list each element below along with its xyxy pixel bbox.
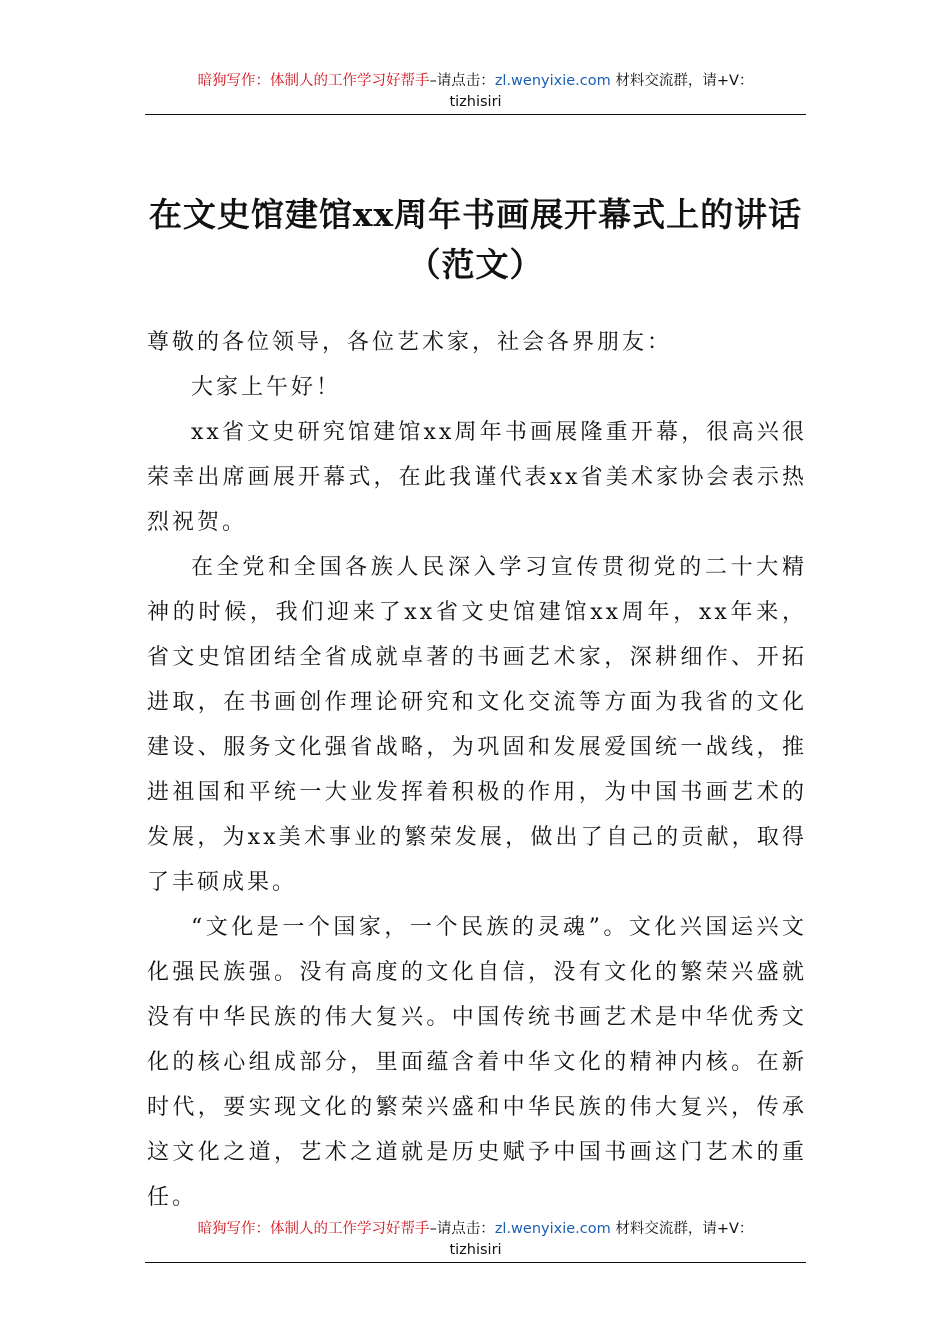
paragraph: “文化是一个国家，一个民族的灵魂”。文化兴国运兴文化强民族强。没有高度的文化自信，没有文化的繁荣兴盛就没有中华民族的伟大复兴。中国传统书画艺术是中华优秀文化的核心组成部分，里面蕴含着中华文化的精神内核。在新时代，要实现文化的繁荣兴盛和中华民族的伟大复兴，传承这文化之道，艺术之道就是历史赋予中国书画这门艺术的重任。 <box>147 915 807 1210</box>
banner-wechat-id: tizhisiri <box>449 94 502 110</box>
paragraph: 大家上午好！ <box>191 375 342 400</box>
footer-divider <box>145 1262 806 1263</box>
footer-banner <box>145 1219 806 1261</box>
banner-brand-text: 暗狗写作：体制人的工作学习好帮手 <box>197 73 430 89</box>
banner-url-link[interactable]: zl.wenyixie.com <box>494 73 611 89</box>
footer-group-text: 材料交流群，请+V： <box>610 1221 754 1237</box>
banner-click-text: –请点击： <box>429 73 495 89</box>
salutation: 尊敬的各位领导，各位艺术家，社会各界朋友： <box>147 330 673 355</box>
paragraph: 在全党和全国各族人民深入学习宣传贯彻党的二十大精神的时候，我们迎来了xx省文史馆建馆xx周年，xx年来，省文史馆团结全省成就卓著的书画艺术家，深耕细作、开拓进取，在书画创作理论研究和文化交流等方面为我省的文化建设、服务文化强省战略，为巩固和发展爱国统一战线，推进祖国和平统一大业发挥着积极的作用，为中国书画艺术的发展，为xx美术事业的繁荣发展，做出了自己的贡献，取得了丰硕成果。 <box>147 555 807 895</box>
header-banner <box>145 71 806 113</box>
footer-url-link[interactable]: zl.wenyixie.com <box>494 1221 611 1237</box>
banner-group-text: 材料交流群，请+V： <box>610 73 754 89</box>
footer-click-text: –请点击： <box>429 1221 495 1237</box>
header-divider <box>145 114 806 115</box>
document-title: 在文史馆建馆xx周年书画展开幕式上的讲话（范文） <box>148 195 803 285</box>
paragraph: xx省文史研究馆建馆xx周年书画展隆重开幕，很高兴很荣幸出席画展开幕式，在此我谨代表xx省美术家协会表示热烈祝贺。 <box>147 420 807 535</box>
document-body <box>147 320 807 1220</box>
footer-wechat-id: tizhisiri <box>449 1242 502 1258</box>
footer-brand-text: 暗狗写作：体制人的工作学习好帮手 <box>197 1221 430 1237</box>
